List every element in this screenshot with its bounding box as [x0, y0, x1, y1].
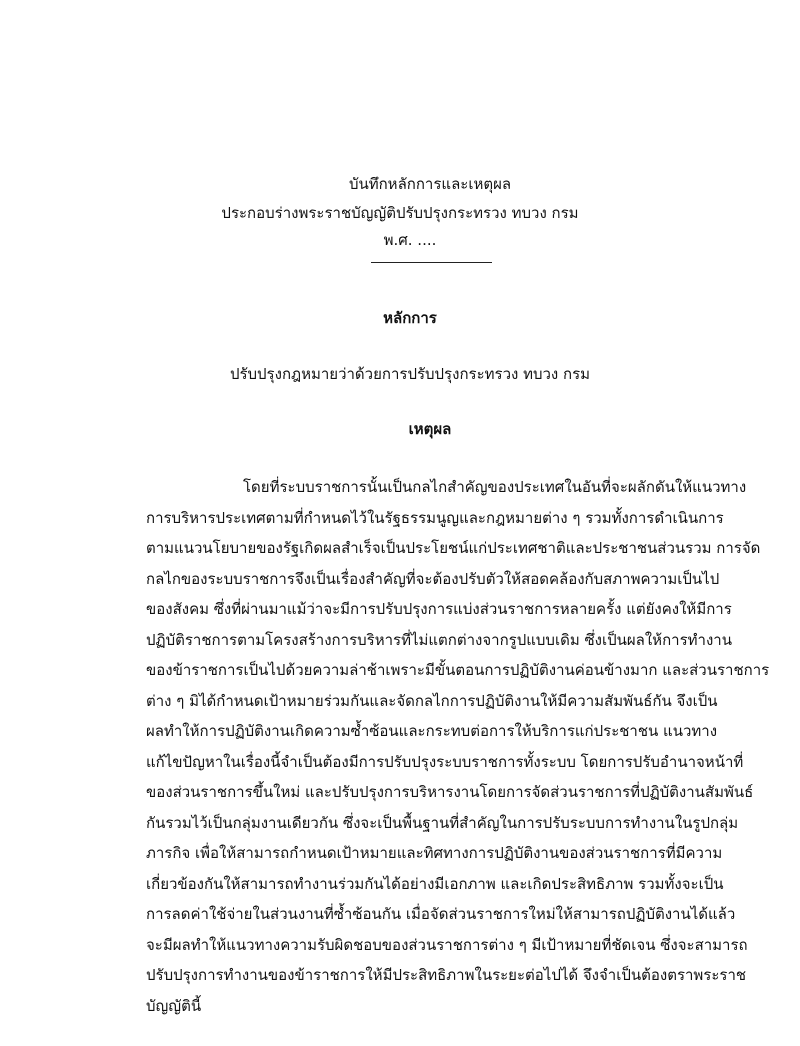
document-subtitle: ประกอบร่างพระราชบัญญัติปรับปรุงกระทรวง ทบวง กรม	[221, 204, 579, 222]
reasons-line: ปรับปรุงการทำงานของข้าราชการให้มีประสิทธิภาพในระยะต่อไปได้ จึงจำเป็นต้องตราพระราช	[146, 966, 747, 984]
reasons-line: เกี่ยวข้องกันให้สามารถทำงานร่วมกันได้อย่างมีเอกภาพ และเกิดประสิทธิภาพ รวมทั้งจะเป็น	[146, 874, 724, 893]
reasons-heading: เหตุผล	[408, 420, 452, 438]
reasons-line: การลดค่าใช้จ่ายในส่วนงานที่ซ้ำซ้อนกัน เมื่อจัดส่วนราชการใหม่ให้สามารถปฏิบัติงานได้แล้ว	[146, 905, 736, 923]
reasons-line: ปฏิบัติราชการตามโครงสร้างการบริหารที่ไม่แตกต่างจากรูปแบบเดิม ซึ่งเป็นผลให้การทำงาน	[146, 630, 732, 649]
reasons-line: กลไกของระบบราชการจึงเป็นเรื่องสำคัญที่จะต้องปรับตัวให้สอดคล้องกับสภาพความเป็นไป	[146, 569, 720, 588]
title-underline	[371, 262, 492, 263]
reasons-line: ผลทำให้การปฏิบัติงานเกิดความซ้ำซ้อนและกระทบต่อการให้บริการแก่ประชาชน แนวทาง	[146, 722, 718, 740]
reasons-line: ของส่วนราชการขึ้นใหม่ และปรับปรุงการบริหารงานโดยการจัดส่วนราชการที่ปฏิบัติงานสัมพันธ์	[146, 783, 754, 801]
reasons-line: ของสังคม ซึ่งที่ผ่านมาแม้ว่าจะมีการปรับปรุงการแบ่งส่วนราชการหลายครั้ง แต่ยังคงให้มีการ	[146, 600, 732, 618]
principle-text: ปรับปรุงกฎหมายว่าด้วยการปรับปรุงกระทรวง ทบวง กรม	[229, 365, 591, 383]
document-title: บันทึกหลักการและเหตุผล	[348, 175, 512, 193]
reasons-line: ภารกิจ เพื่อให้สามารถกำหนดเป้าหมายและทิศทางการปฏิบัติงานของส่วนราชการที่มีความ	[146, 844, 723, 862]
reasons-line: ต่าง ๆ มิได้กำหนดเป้าหมายร่วมกันและจัดกลไกการปฏิบัติงานให้มีความสัมพันธ์กัน จึงเป็น	[146, 691, 718, 710]
reasons-line: ของข้าราชการเป็นไปด้วยความล่าช้าเพราะมีขั้นตอนการปฏิบัติงานค่อนข้างมาก และส่วนราชการ	[146, 661, 770, 679]
document-year: พ.ศ. ....	[383, 231, 437, 249]
reasons-line: แก้ไขปัญหาในเรื่องนี้จำเป็นต้องมีการปรับปรุงระบบราชการทั้งระบบ โดยการปรับอำนาจหน้าที่	[146, 752, 744, 771]
reasons-line: กันรวมไว้เป็นกลุ่มงานเดียวกัน ซึ่งจะเป็นพื้นฐานที่สำคัญในการปรับระบบการทำงานในรูปกลุ่ม	[146, 813, 739, 832]
reasons-line: ตามแนวนโยบายของรัฐเกิดผลสำเร็จเป็นประโยชน์แก่ประเทศชาติและประชาชนส่วนรวม การจัด	[146, 539, 761, 557]
principle-heading: หลักการ	[383, 309, 437, 327]
reasons-line: จะมีผลทำให้แนวทางความรับผิดชอบของส่วนราชการต่าง ๆ มีเป้าหมายที่ชัดเจน ซึ่งจะสามารถ	[146, 935, 748, 954]
reasons-line: โดยที่ระบบราชการนั้นเป็นกลไกสำคัญของประเทศในอันที่จะผลักดันให้แนวทาง	[243, 478, 747, 496]
reasons-line: การบริหารประเทศตามที่กำหนดไว้ในรัฐธรรมนูญและกฎหมายต่าง ๆ รวมทั้งการดำเนินการ	[146, 508, 724, 527]
reasons-line: บัญญัตินี้	[146, 996, 202, 1015]
reasons-body	[146, 472, 786, 1021]
